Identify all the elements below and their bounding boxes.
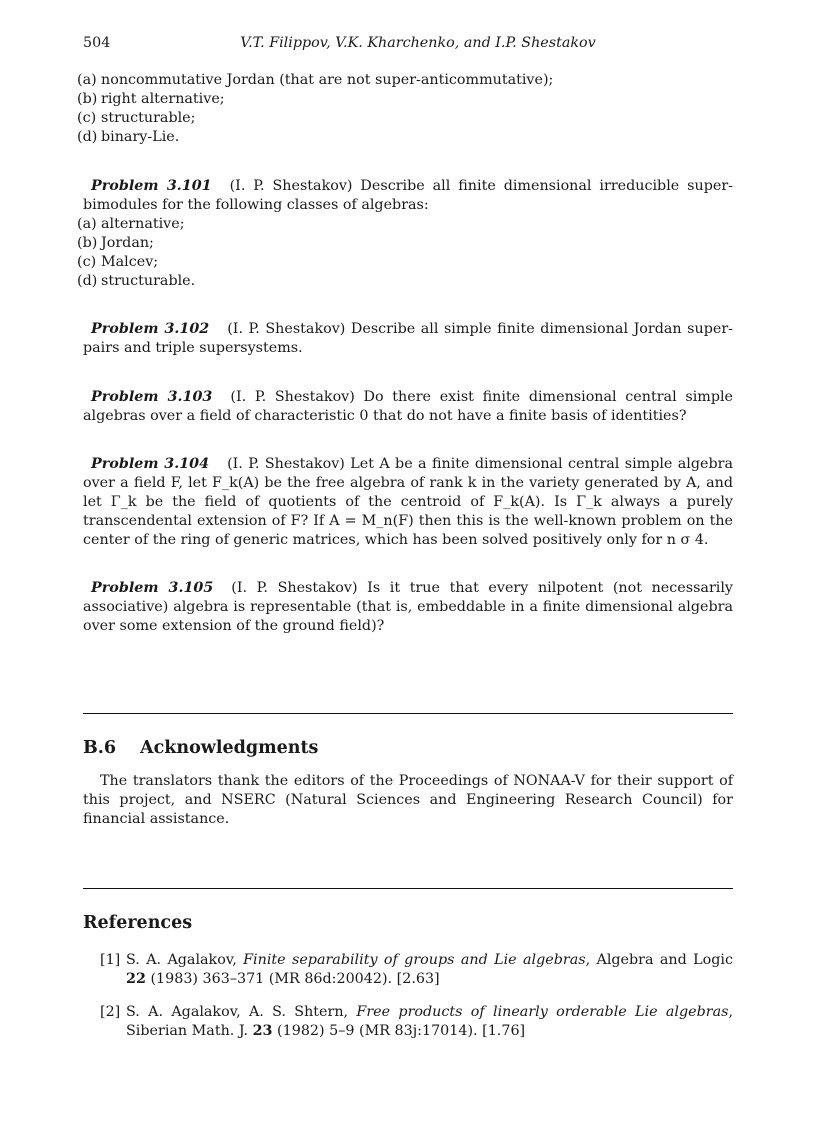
list-item: (a) alternative; (77, 216, 185, 232)
running-head (83, 34, 733, 54)
list-item: (b) right alternative; (77, 91, 225, 107)
list-item: (b) Jordan; (77, 235, 154, 251)
problem-text: (I. P. Shestakov) Is it true that every nilpotent (not necessarily associative) algebra is representable (that is, embeddable in a finite dimensional algebra over some extension of the ground field)? (83, 580, 733, 634)
list-item: (d) binary-Lie. (77, 129, 180, 145)
page (77, 0, 734, 1123)
problem-title: Problem 3.102 (91, 321, 210, 337)
problem-text: (I. P. Shestakov) Describe all finite dimensional irreducible super-bimodules for the following classes of algebras: (83, 178, 733, 213)
problem-title: Problem 3.104 (91, 456, 210, 472)
problem-text: (I. P. Shestakov) Describe all simple finite dimensional Jordan super-pairs and triple supersystems. (83, 321, 734, 356)
reference-item (83, 1003, 733, 1041)
reference-title: Free products of linearly orderable Lie algebras (356, 1004, 729, 1020)
problem-title: Problem 3.105 (91, 580, 214, 596)
reference-item (83, 951, 733, 989)
reference-authors: S. A. Agalakov, (126, 952, 237, 968)
problem-text: (I. P. Shestakov) Do there exist finite dimensional central simple algebras over a field of characteristic 0 that do not have a finite basis of identities? (83, 389, 734, 424)
section-heading-references: References (83, 913, 193, 933)
problem-3-104 (83, 455, 733, 550)
reference-journal: , Siberian Math. J. (126, 1004, 734, 1039)
problem-title: Problem 3.101 (91, 178, 212, 194)
list-item: (d) structurable. (77, 273, 196, 289)
list-item: (c) structurable; (77, 110, 196, 126)
reference-volume: 22 (126, 971, 146, 987)
reference-title: Finite separability of groups and Lie algebras (243, 952, 586, 968)
problem-3-105 (83, 579, 733, 636)
running-head-authors: V.T. Filippov, V.K. Kharchenko, and I.P. Shestakov (240, 35, 596, 51)
list-item: (c) Malcev; (77, 254, 159, 270)
problem-title: Problem 3.103 (91, 389, 213, 405)
reference-volume: 23 (252, 1023, 273, 1039)
continued-list (77, 71, 733, 147)
section-heading-acknowledgments: B.6 Acknowledgments (83, 738, 319, 758)
reference-journal: , Algebra and Logic (585, 952, 733, 968)
reference-authors: S. A. Agalakov, A. S. Shtern, (126, 1004, 349, 1020)
acknowledgments-body: The translators thank the editors of the Proceedings of NONAA-V for their support of this project, and NSERC (Natural Sciences and Engineering Research Council) for financial assistance. (83, 773, 733, 827)
section-divider (83, 713, 733, 714)
reference-details: (1982) 5–9 (MR 83j:17014). [1.76] (277, 1023, 526, 1039)
problem-text: (I. P. Shestakov) Let A be a finite dimensional central simple algebra over a field F, let F_k(A) be the free algebra of rank k in the variety generated by A, and let Γ_k be the field of quotients of the centroid of F_k(A). Is Γ_k always a purely transcendental extension of F? If A = M_n(F) then this is the well-known problem on the center of the ring of generic matrices, which has been solved positively only for n σ 4. (83, 456, 733, 548)
reference-label: [2] (100, 1004, 121, 1020)
page-number: 504 (83, 35, 111, 51)
problem-3-101 (77, 177, 733, 291)
reference-details: (1983) 363–371 (MR 86d:20042). [2.63] (150, 971, 440, 987)
reference-label: [1] (100, 952, 121, 968)
problem-3-102 (83, 320, 733, 358)
problem-3-103 (83, 388, 733, 426)
list-item: (a) noncommutative Jordan (that are not super-anticommutative); (77, 72, 554, 88)
section-divider (83, 888, 733, 889)
